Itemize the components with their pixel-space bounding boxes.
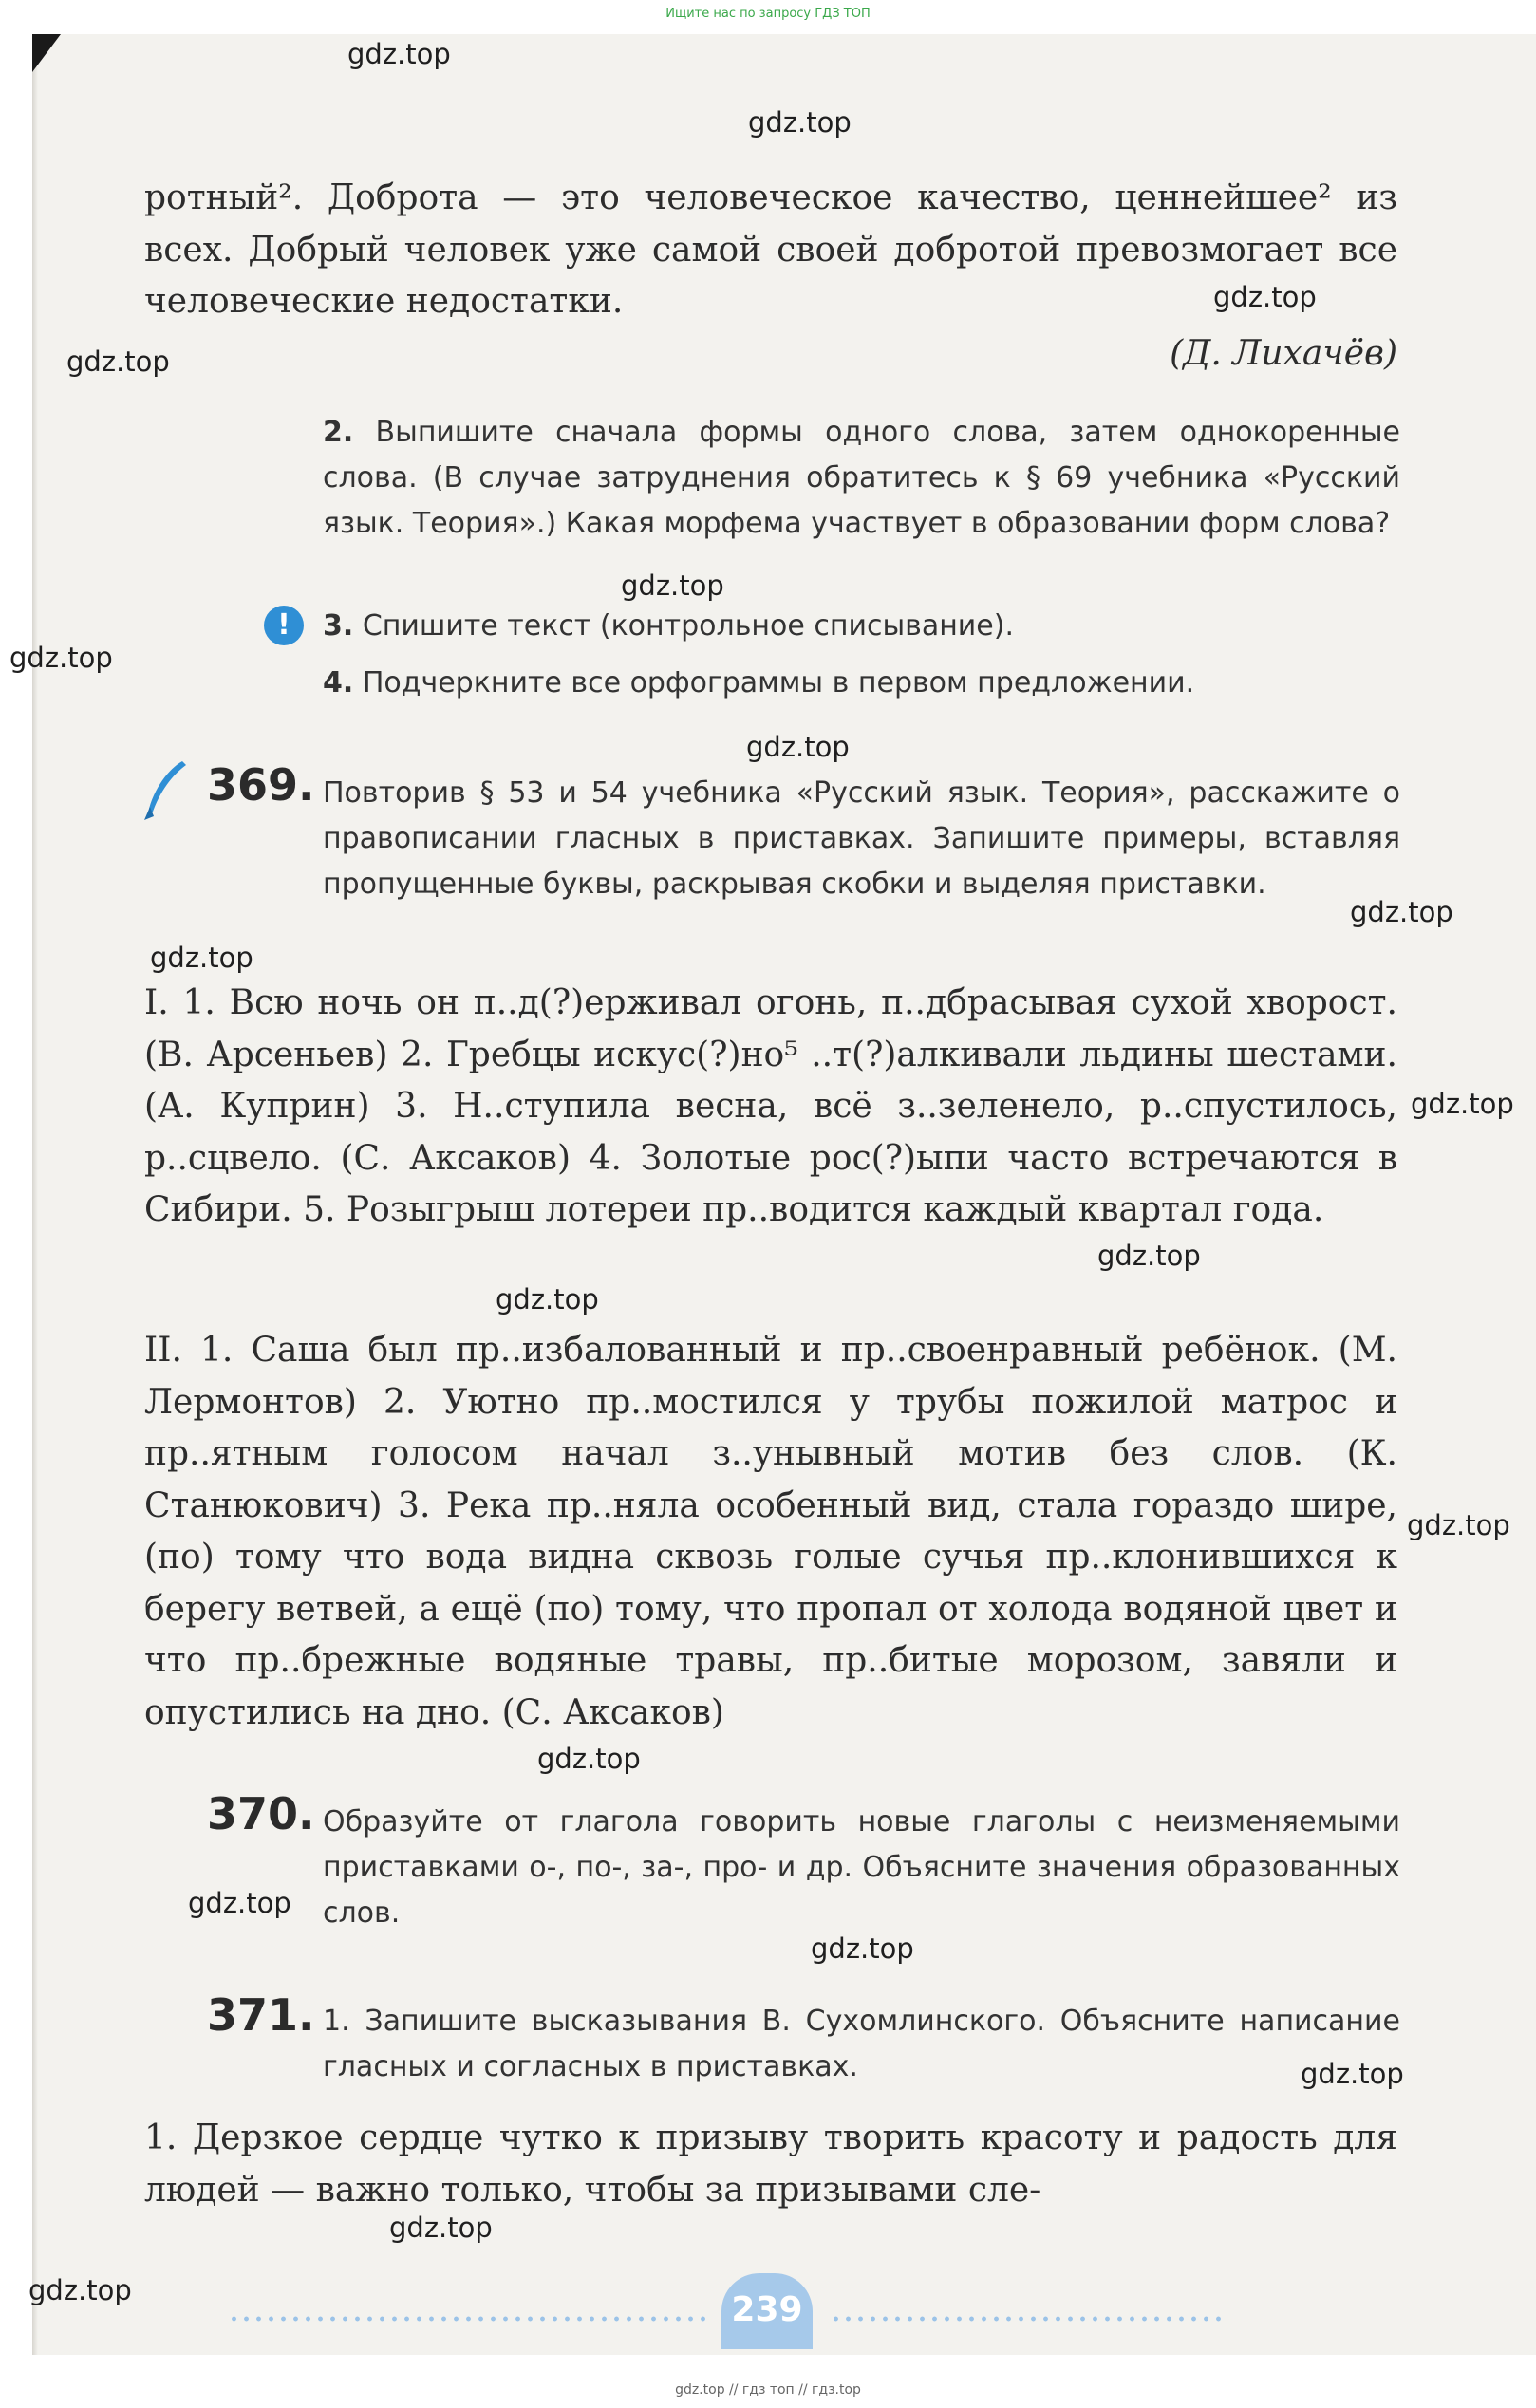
page-number: 239 [721, 2273, 813, 2349]
quote-author: (Д. Лихачёв) [1170, 333, 1397, 373]
task-3 [323, 604, 1400, 649]
task-3-text: Спишите текст (контрольное списывание). [362, 609, 1015, 643]
watermark: gdz.top [1407, 1509, 1510, 1541]
task-4-text: Подчеркните все орфограммы в первом предложении. [362, 666, 1195, 700]
watermark: gdz.top [1350, 896, 1453, 928]
watermark: gdz.top [496, 1283, 599, 1316]
watermark: gdz.top [66, 345, 170, 378]
exercise-370-number: 370. [207, 1788, 315, 1839]
task-4 [323, 661, 1400, 706]
watermark: gdz.top [537, 1743, 641, 1775]
exercise-369-number: 369. [207, 759, 315, 811]
part1-text: I. 1. Всю ночь он п..д(?)ерживал огонь, п..дбрасывая сухой хворост. (В. Арсеньев) 2. Гребцы искус(?)но⁵ ..т(?)алкивали льдины шестами. (А. Куприн) 3. Н..ступила весна, всё з..зеленело, р..спустилось, р..сцвело. (С. Аксаков) 4. Золотые рос(?)ыпи часто встречаются в Сибири. 5. Розыгрыш лотереи пр..водится каждый квартал года. [144, 983, 1397, 1229]
quote-text: ротный². Доброта — это человеческое качество, ценнейшее² из всех. Добрый человек уже самой своей добротой превозмогает все человеческие недостатки. [144, 178, 1397, 321]
part2-text: II. 1. Саша был пр..избалованный и пр..своенравный ребёнок. (М. Лермонтов) 2. Уютно пр..мостился у трубы пожилой матрос и пр..ятным голосом начал з..унывный мотив без слов. (К. Станюкович) 3. Река пр..няла особенный вид, стала гораздо шире, (по) тому что вода видна сквозь голые сучья пр..клонившихся к берегу ветвей, а ещё (по) тому, что пропал от холода водяной цвет и что пр..брежные водяные травы, пр..битые морозом, завяли и опустились на дно. (С. Аксаков) [144, 1331, 1397, 1732]
watermark: gdz.top [1301, 2058, 1404, 2090]
page-dots-left [228, 2316, 708, 2322]
exercise-371-number: 371. [207, 1989, 315, 2041]
exercise-369-part2 [144, 1325, 1397, 1739]
task-2-number: 2. [323, 416, 354, 449]
watermark: gdz.top [9, 642, 113, 674]
watermark: gdz.top [150, 942, 253, 974]
exercise-370-text: Образуйте от глагола говорить новые глаголы с неизменяемыми приставками о-, по-, за-, про- и др. Объясните значения образованных слов. [323, 1805, 1400, 1930]
watermark: gdz.top [748, 106, 852, 139]
page-edge-shadow [32, 34, 38, 2355]
watermark: gdz.top [28, 2274, 132, 2306]
watermark: gdz.top [347, 38, 451, 70]
top-banner [0, 0, 1536, 28]
quote-block [144, 173, 1397, 380]
watermark: gdz.top [188, 1887, 291, 1919]
top-notice: Ищите нас по запросу ГДЗ ТОП [665, 7, 871, 21]
watermark: gdz.top [746, 731, 850, 763]
page-dots-right [830, 2316, 1227, 2322]
exclamation-icon: ! [264, 606, 304, 645]
task-4-number: 4. [323, 666, 354, 700]
watermark: gdz.top [389, 2212, 493, 2244]
watermark: gdz.top [811, 1932, 914, 1965]
watermark: gdz.top [1411, 1088, 1514, 1120]
watermark: gdz.top [1213, 281, 1317, 313]
task-2-text: Выпишите сначала формы одного слова, затем однокоренные слова. (В случае затруднения обратитесь к § 69 учебника «Русский язык. Теория».) Какая морфема участвует в образовании форм слова? [323, 416, 1400, 540]
page-corner-mark [32, 34, 61, 72]
exercise-371-text: 1. Запишите высказывания В. Сухомлинского. Объясните написание гласных и согласных в приставках. [323, 2005, 1400, 2083]
footer: gdz.top // гдз топ // гдз.top [675, 2382, 861, 2398]
task-2 [323, 410, 1400, 547]
exercise-371-quote [144, 2113, 1397, 2216]
task-3-number: 3. [323, 609, 354, 643]
watermark: gdz.top [1097, 1240, 1201, 1272]
exercise-369-part1 [144, 978, 1397, 1237]
exercise-371-quote-text: 1. Дерзкое сердце чутко к призыву творить красоту и радость для людей — важно только, чтобы за призывами сле- [144, 2119, 1397, 2210]
exercise-369-instruction: Повторив § 53 и 54 учебника «Русский язык. Теория», расскажите о правописании гласных в приставках. Запишите примеры, вставляя пропущенные буквы, раскрывая скобки и выделяя приставки. [323, 776, 1400, 901]
pen-icon [140, 759, 188, 830]
watermark: gdz.top [621, 569, 724, 602]
